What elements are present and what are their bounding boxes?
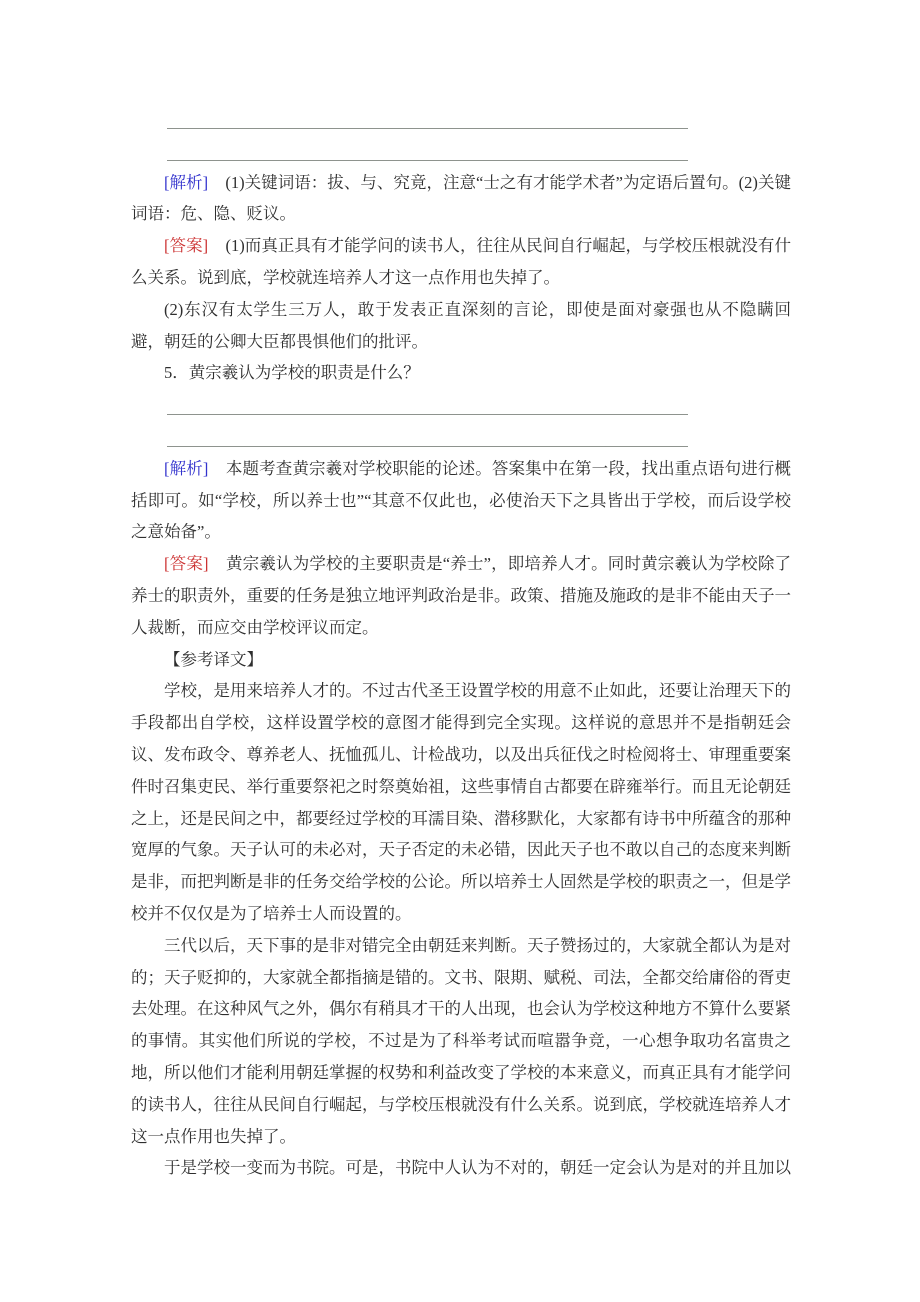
block-text: 学校，是用来培养人才的。不过古代圣王设置学校的用意不止如此，还要让治理天下的手段都出自学校，这样设置学校的意图才能得到完全实现。这样说的意思并不是指朝廷会议、发布政令、尊养老人、抚恤孤儿、计检战功，以及出兵征伐之时检阅将士、审理重要案件时召集吏民、举行重要祭祀之时祭奠始祖，这些事情自古都要在辟雍举行。而且无论朝廷之上，还是民间之中，都要经过学校的耳濡目染、潜移默化，大家都有诗书中所蕴含的那种宽厚的气象。天子认可的未必对，天子否定的未必错，因此天子也不敢以自己的态度来判断是非，而把判断是非的任务交给学校的公论。所以培养士人固然是学校的职责之一，但是学校并不仅仅是为了培养士人而设置的。 <box>131 681 791 923</box>
document-content <box>131 103 791 1184</box>
blank-rule-line <box>167 103 688 129</box>
answer-label: [答案] <box>164 236 209 256</box>
blank-rule-line <box>167 135 688 161</box>
translation-paragraph-1 <box>131 675 791 929</box>
answer-block-1 <box>131 230 791 294</box>
answer-blank-line-1 <box>131 103 791 135</box>
answer-blank-line-2 <box>131 135 791 167</box>
analysis-block-1 <box>131 167 791 231</box>
block-text: (2)东汉有太学生三万人，敢于发表正直深刻的言论，即使是面对豪强也从不隐瞒回避，朝廷的公卿大臣都畏惧他们的批评。 <box>131 299 791 351</box>
block-text: (1)关键词语：拔、与、究竟，注意“士之有才能学术者”为定语后置句。(2)关键词语：危、隐、贬议。 <box>131 172 791 224</box>
question-5 <box>131 357 791 389</box>
reference-translation-heading <box>131 644 791 676</box>
translation-paragraph-2 <box>131 930 791 1153</box>
answer-blank-line-3 <box>131 389 791 421</box>
block-text: 本题考查黄宗羲对学校职能的论述。答案集中在第一段，找出重点语句进行概括即可。如“学校，所以养士也”“其意不仅此也，必使治天下之具皆出于学校，而后设学校之意始备”。 <box>131 458 791 542</box>
analysis-block-2 <box>131 453 791 548</box>
answer-part-2 <box>131 294 791 358</box>
answer-label: [答案] <box>164 554 209 574</box>
analysis-label: [解析] <box>164 172 209 192</box>
block-text: (1)而真正具有才能学问的读书人，往往从民间自行崛起，与学校压根就没有什么关系。说到底，学校就连培养人才这一点作用也失掉了。 <box>131 236 791 287</box>
blank-rule-line <box>167 389 688 415</box>
block-text: 5．黄宗羲认为学校的职责是什么？ <box>164 363 420 383</box>
block-text: 黄宗羲认为学校的主要职责是“养士”，即培养人才。同时黄宗羲认为学校除了养士的职责外，重要的任务是独立地评判政治是非。政策、措施及施政的是非不能由天子一人裁断，而应交由学校评议而定。 <box>131 554 791 637</box>
translation-paragraph-3 <box>131 1152 791 1184</box>
answer-block-2 <box>131 548 791 643</box>
blank-rule-line <box>167 421 688 447</box>
block-text: 【参考译文】 <box>164 649 263 669</box>
block-text: 于是学校一变而为书院。可是，书院中人认为不对的，朝廷一定会认为是对的并且加以 <box>164 1158 791 1178</box>
analysis-label: [解析] <box>164 458 209 478</box>
answer-blank-line-4 <box>131 421 791 453</box>
block-text: 三代以后，天下事的是非对错完全由朝廷来判断。天子赞扬过的，大家就全都认为是对的；天子贬抑的，大家就全都指摘是错的。文书、限期、赋税、司法，全都交给庸俗的胥吏去处理。在这种风气之外，偶尔有稍具才干的人出现，也会认为学校这种地方不算什么要紧的事情。其实他们所说的学校，不过是为了科举考试而喧嚣争竞，一心想争取功名富贵之地，所以他们才能利用朝廷掌握的权势和利益改变了学校的本来意义，而真正具有才能学问的读书人，往往从民间自行崛起，与学校压根就没有什么关系。说到底，学校就连培养人才这一点作用也失掉了。 <box>131 935 791 1146</box>
